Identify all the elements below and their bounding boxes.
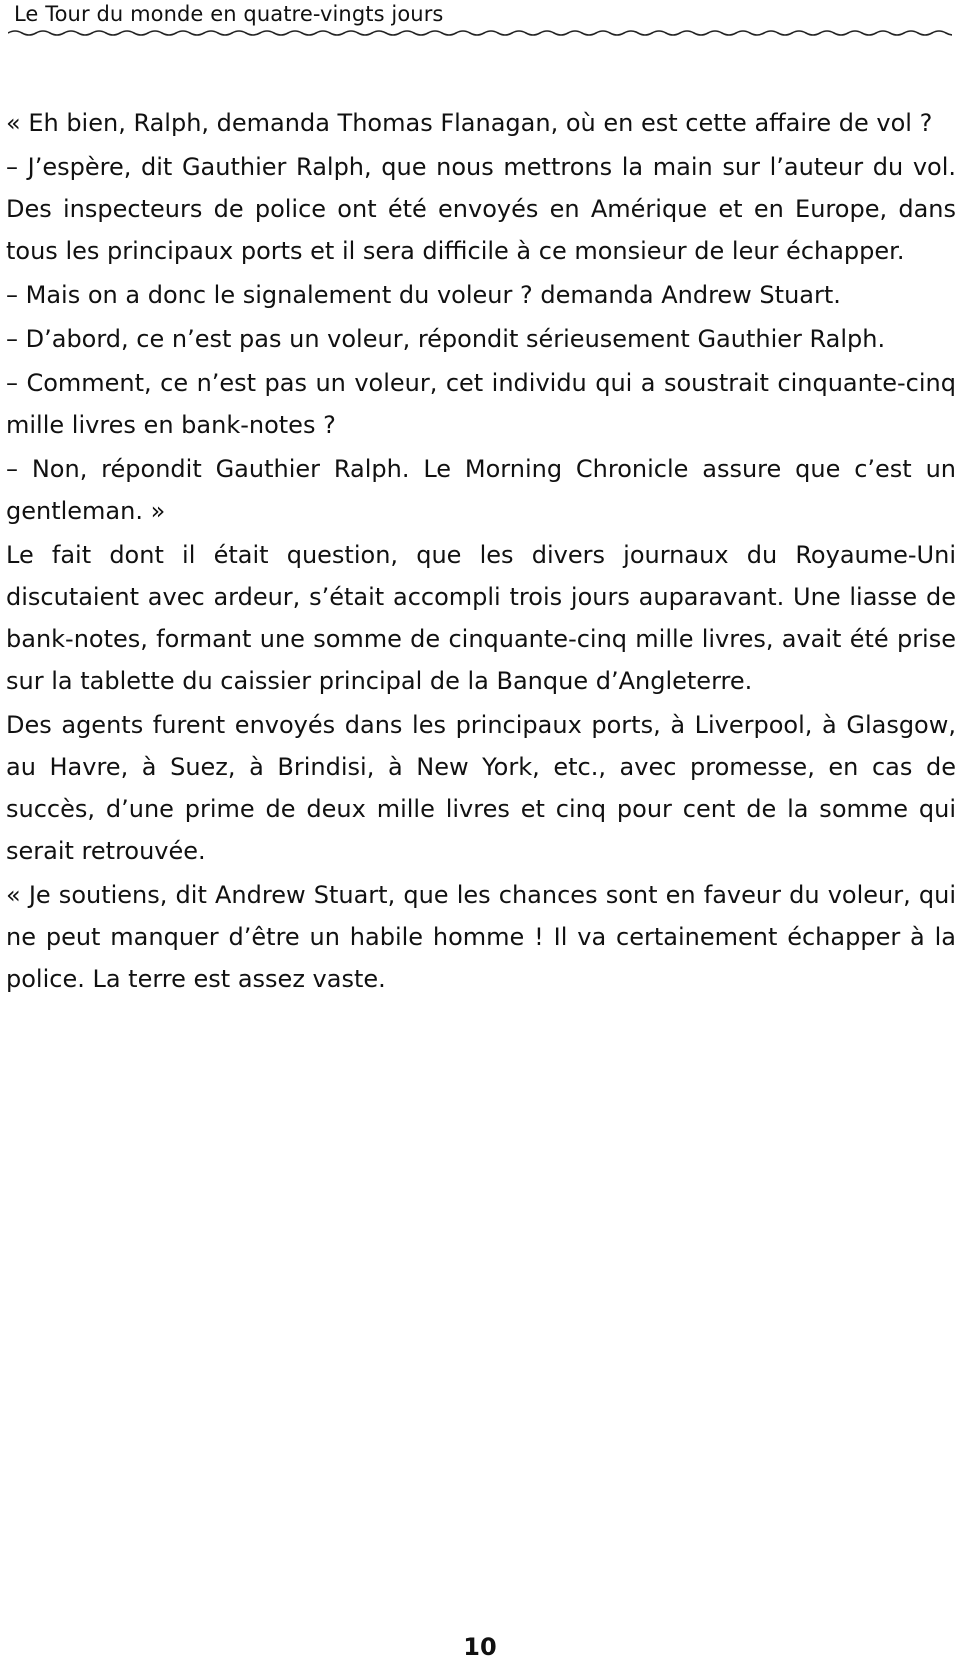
dialogue-paragraph: – Comment, ce n’est pas un voleur, cet individu qui a soustrait cinquante-cinq mille livres en bank-notes ? xyxy=(6,369,956,439)
narrative-paragraph: Des agents furent envoyés dans les principaux ports, à Liverpool, à Glasgow, au Havre, à Suez, à Brindisi, à New York, etc., avec promesse, en cas de succès, d’une prime de deux mille livres et cinq pour cent de la somme qui serait retrouvée. xyxy=(6,711,956,865)
dialogue-paragraph: – Mais on a donc le signalement du voleur ? demanda Andrew Stuart. xyxy=(6,281,841,309)
dialogue-paragraph: – D’abord, ce n’est pas un voleur, répondit sérieusement Gauthier Ralph. xyxy=(6,325,886,353)
narrative-paragraph: Le fait dont il était question, que les divers journaux du Royaume-Uni discutaient avec ardeur, s’était accompli trois jours auparavant. Une liasse de bank-notes, formant une somme de cinquante-cinq mille livres, avait été prise sur la tablette du caissier principal de la Banque d’Angleterre. xyxy=(6,541,956,695)
body-text xyxy=(6,102,956,1002)
dialogue-paragraph: – Non, répondit Gauthier Ralph. Le Morning Chronicle assure que c’est un gentleman. » xyxy=(6,455,956,525)
wavy-divider-ornament xyxy=(8,26,952,40)
dialogue-paragraph: « Eh bien, Ralph, demanda Thomas Flanagan, où en est cette affaire de vol ? xyxy=(6,109,933,137)
book-title: Le Tour du monde en quatre-vingts jours xyxy=(14,2,444,26)
dialogue-paragraph: – J’espère, dit Gauthier Ralph, que nous mettrons la main sur l’auteur du vol. Des inspecteurs de police ont été envoyés en Amérique et en Europe, dans tous les principaux ports et il sera difficile à ce monsieur de leur échapper. xyxy=(6,153,956,265)
dialogue-paragraph: « Je soutiens, dit Andrew Stuart, que les chances sont en faveur du voleur, qui ne peut manquer d’être un habile homme ! Il va certainement échapper à la police. La terre est assez vaste. xyxy=(6,881,956,993)
page-number: 10 xyxy=(463,1633,497,1661)
